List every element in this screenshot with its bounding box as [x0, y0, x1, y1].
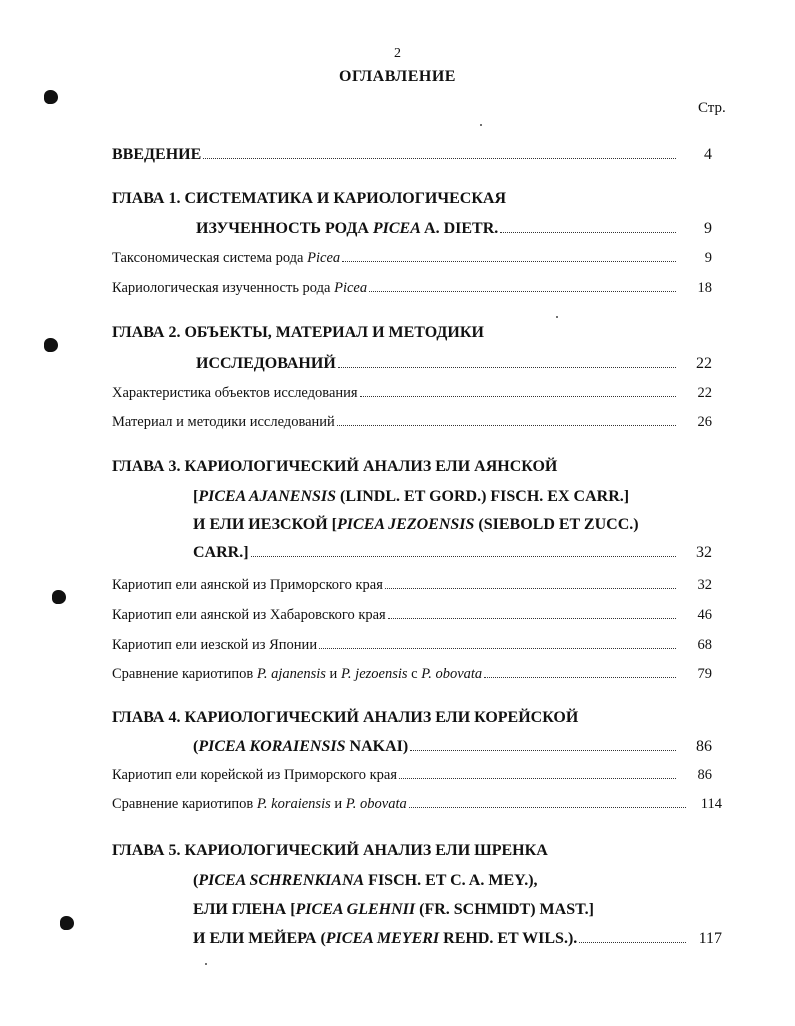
toc-entry-text: Кариотип ели аянской из Приморского края	[112, 577, 383, 593]
chapter-3-heading: ГЛАВА 3. КАРИОЛОГИЧЕСКИЙ АНАЛИЗ ЕЛИ АЯНСКОЙ	[112, 458, 558, 475]
toc-entry-text: Сравнение кариотипов P. ajanensis и P. jezoensis с P. obovata	[112, 666, 483, 682]
toc-entry-page: 18	[697, 280, 712, 296]
toc-entry-page: 86	[696, 738, 712, 755]
toc-entry-page: 79	[697, 666, 712, 682]
chapter-1-heading: ГЛАВА 1. СИСТЕМАТИКА И КАРИОЛОГИЧЕСКАЯ	[112, 190, 507, 207]
scan-speck	[556, 316, 558, 318]
toc-entry-text: Сравнение кариотипов P. koraiensis и P. obovata	[112, 796, 407, 812]
leader-dots	[337, 424, 676, 426]
toc-entry-page: 22	[696, 355, 712, 372]
toc-entry-page: 114	[700, 796, 722, 812]
toc-entry-text: CARR.]	[193, 544, 249, 561]
toc-entry-text: Кариологическая изученность рода Picea	[112, 280, 368, 296]
toc-entry-text: Материал и методики исследований	[112, 414, 335, 430]
chapter-5-heading-line-2: (PICEA SCHRENKIANA FISCH. ET C. A. MEY.),	[193, 872, 538, 889]
leader-dots	[360, 395, 676, 397]
toc-entry-page: 32	[696, 544, 712, 561]
leader-dots	[399, 777, 676, 779]
page-title: ОГЛАВЛЕНИЕ	[339, 68, 456, 85]
toc-entry-intro[interactable]	[112, 146, 712, 164]
scan-blot	[44, 90, 58, 104]
toc-entry-page: 26	[697, 414, 712, 430]
toc-entry-text: Характеристика объектов исследования	[112, 385, 358, 401]
toc-entry-chapter-1[interactable]	[196, 220, 712, 238]
toc-entry-text: Кариотип ели корейской из Приморского края	[112, 767, 398, 783]
toc-entry-text: ВВЕДЕНИЕ	[112, 146, 202, 163]
leader-dots	[319, 647, 676, 649]
toc-entry-section-1-1[interactable]	[112, 250, 712, 267]
toc-entry-chapter-5[interactable]	[193, 930, 722, 948]
chapter-2-heading: ГЛАВА 2. ОБЪЕКТЫ, МАТЕРИАЛ И МЕТОДИКИ	[112, 324, 484, 341]
toc-entry-section-3-3[interactable]	[112, 637, 712, 654]
chapter-5-heading-line-3: ЕЛИ ГЛЕНА [PICEA GLEHNII (FR. SCHMIDT) MAST.]	[193, 901, 594, 918]
leader-dots	[251, 555, 676, 557]
scan-blot	[44, 338, 58, 352]
scan-speck	[205, 963, 207, 965]
toc-entry-text: Кариотип ели иезской из Японии	[112, 637, 318, 653]
leader-dots	[500, 231, 676, 233]
toc-entry-page: 9	[704, 220, 712, 237]
leader-dots	[409, 806, 686, 808]
toc-entry-section-3-2[interactable]	[112, 607, 712, 624]
toc-entry-text: (PICEA KORAIENSIS NAKAI)	[193, 738, 409, 755]
toc-entry-page: 117	[698, 930, 722, 947]
toc-entry-text: Таксономическая система рода Picea	[112, 250, 341, 266]
leader-dots	[388, 617, 676, 619]
leader-dots	[369, 290, 676, 292]
toc-entry-chapter-2[interactable]	[196, 355, 712, 373]
leader-dots	[410, 749, 676, 751]
toc-entry-page: 32	[697, 577, 712, 593]
scan-speck	[480, 124, 482, 126]
leader-dots	[385, 587, 676, 589]
chapter-4-heading: ГЛАВА 4. КАРИОЛОГИЧЕСКИЙ АНАЛИЗ ЕЛИ КОРЕЙСКОЙ	[112, 709, 579, 726]
toc-entry-section-4-1[interactable]	[112, 767, 712, 784]
toc-entry-section-4-2[interactable]	[112, 796, 722, 813]
page-number: 2	[394, 46, 401, 61]
leader-dots	[484, 676, 676, 678]
toc-entry-page: 4	[704, 146, 712, 163]
toc-entry-page: 46	[697, 607, 712, 623]
chapter-5-heading: ГЛАВА 5. КАРИОЛОГИЧЕСКИЙ АНАЛИЗ ЕЛИ ШРЕНКА	[112, 842, 548, 859]
toc-entry-text: ИССЛЕДОВАНИЙ	[196, 355, 336, 372]
toc-entry-section-3-4[interactable]	[112, 666, 712, 683]
toc-entry-text: ИЗУЧЕННОСТЬ РОДА PICEA A. DIETR.	[196, 220, 499, 237]
leader-dots	[203, 157, 676, 159]
toc-entry-page: 86	[697, 767, 712, 783]
toc-entry-page: 22	[697, 385, 712, 401]
chapter-3-heading-line-2: [PICEA AJANENSIS (LINDL. ET GORD.) FISCH. EX CARR.]	[193, 488, 630, 505]
toc-entry-page: 9	[704, 250, 712, 266]
toc-entry-section-2-1[interactable]	[112, 385, 712, 402]
toc-entry-section-1-2[interactable]	[112, 280, 712, 297]
chapter-3-heading-line-3: И ЕЛИ ИЕЗСКОЙ [PICEA JEZOENSIS (SIEBOLD ET ZUCC.)	[193, 516, 639, 533]
toc-entry-chapter-4[interactable]	[193, 738, 712, 756]
leader-dots	[342, 260, 676, 262]
page-column-label: Стр.	[698, 100, 726, 116]
toc-entry-text: Кариотип ели аянской из Хабаровского края	[112, 607, 386, 623]
toc-entry-section-2-2[interactable]	[112, 414, 712, 431]
toc-entry-section-3-1[interactable]	[112, 577, 712, 594]
scan-blot	[52, 590, 66, 604]
toc-entry-text: И ЕЛИ МЕЙЕРА (PICEA MEYERI REHD. ET WILS.).	[193, 930, 578, 947]
leader-dots	[338, 366, 676, 368]
leader-dots	[579, 941, 686, 943]
scan-blot	[60, 916, 74, 930]
toc-entry-page: 68	[697, 637, 712, 653]
toc-entry-chapter-3[interactable]	[193, 544, 712, 562]
